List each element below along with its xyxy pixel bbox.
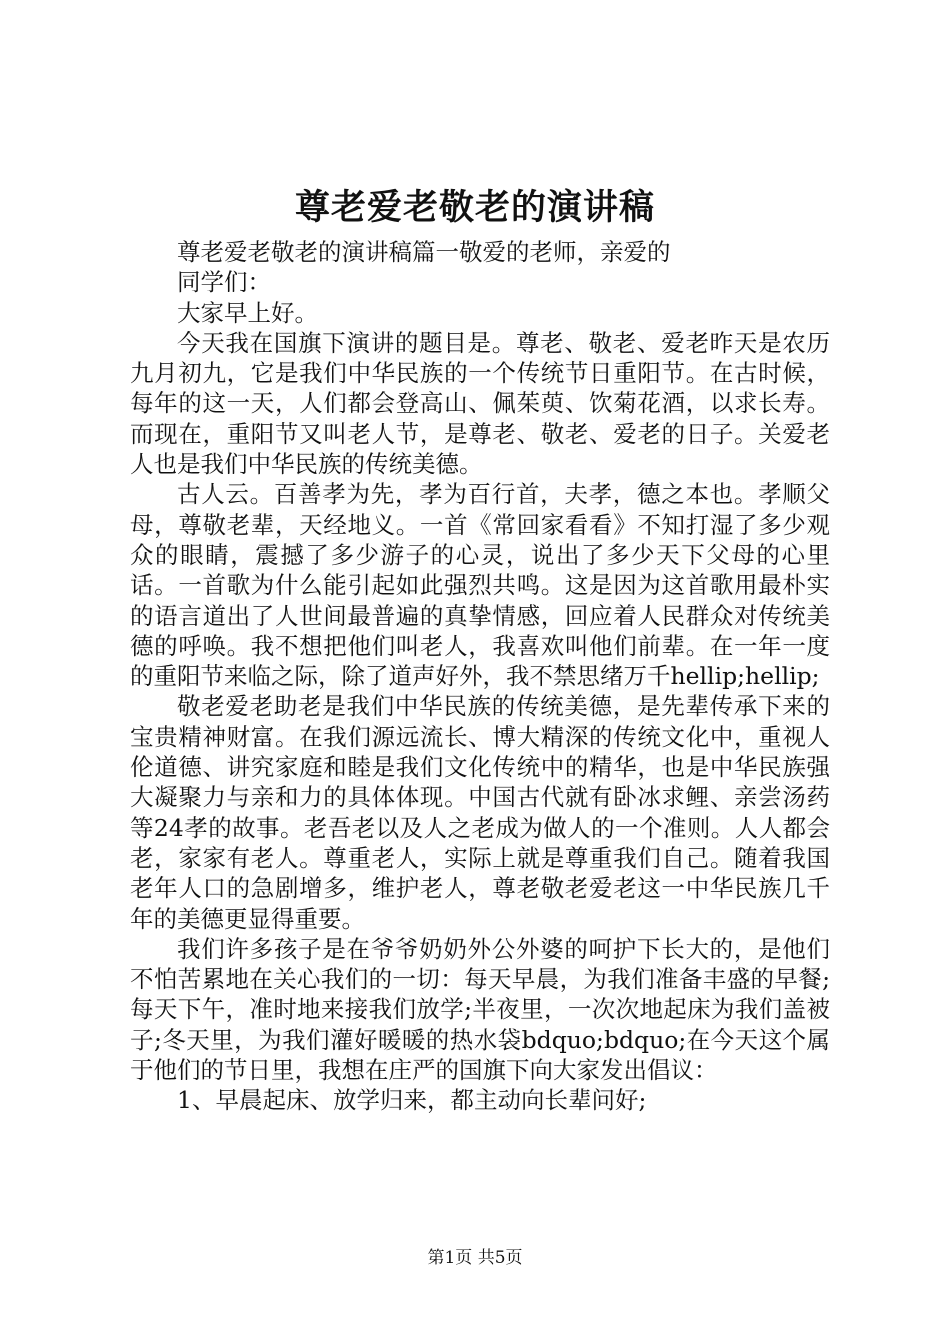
paragraph-greeting: 大家早上好。 xyxy=(177,298,318,327)
paragraph-proposal-1: 1、早晨起床、放学归来，都主动向长辈问好; xyxy=(177,1086,647,1115)
paragraph-salutation: 同学们： xyxy=(177,268,271,297)
page-footer: 第1页 共5页 xyxy=(427,1248,523,1268)
paragraph-intro: 尊老爱老敬老的演讲稿篇一敬爱的老师，亲爱的 xyxy=(177,238,671,266)
paragraph-grandparents: 我们许多孩子是在爷爷奶奶外公外婆的呵护下长大的，是他们不怕苦累地在关心我们的一切：每天早晨，为我们准备丰盛的早餐;每天下午，准时地来接我们放学;半夜里，一次次地起床为我们盖被子;冬天里，为我们灌好暖暖的热水袋bdquo;bdquo;在今天这个属于他们的节日里，我想在庄严的国旗下向大家发出倡议： xyxy=(130,934,830,1085)
paragraph-topic: 今天我在国旗下演讲的题目是。尊老、敬老、爱老昨天是农历九月初九，它是我们中华民族的一个传统节日重阳节。在古时候，每年的这一天，人们都会登高山、佩茱萸、饮菊花酒，以求长寿。而现在，重阳节又叫老人节，是尊老、敬老、爱老的日子。关爱老人也是我们中华民族的传统美德。 xyxy=(130,328,830,479)
paragraph-ancient-saying: 古人云。百善孝为先，孝为百行首，夫孝，德之本也。孝顺父母，尊敬老辈，天经地义。一首《常回家看看》不知打湿了多少观众的眼睛，震撼了多少游子的心灵，说出了多少天下父母的心里话。一首歌为什么能引起如此强烈共鸣。这是因为这首歌用最朴实的语言道出了人世间最普遍的真挚情感，回应着人民群众对传统美德的呼唤。我不想把他们叫老人，我喜欢叫他们前辈。在一年一度的重阳节来临之际，除了道声好外，我不禁思绪万千hellip;hellip; xyxy=(130,480,830,691)
document-title: 尊老爱老敬老的演讲稿 xyxy=(294,187,655,228)
paragraph-virtue: 敬老爱老助老是我们中华民族的传统美德，是先辈传承下来的宝贵精神财富。在我们源远流长、博大精深的传统文化中，重视人伦道德、讲究家庭和睦是我们文化传统中的精华，也是中华民族强大凝聚力与亲和力的具体体现。中国古代就有卧冰求鲤、亲尝汤药等24孝的故事。老吾老以及人之老成为做人的一个准则。人人都会老，家家有老人。尊重老人，实际上就是尊重我们自己。随着我国老年人口的急剧增多，维护老人，尊老敬老爱老这一中华民族几千年的美德更显得重要。 xyxy=(130,692,830,933)
document-body xyxy=(130,237,830,1116)
